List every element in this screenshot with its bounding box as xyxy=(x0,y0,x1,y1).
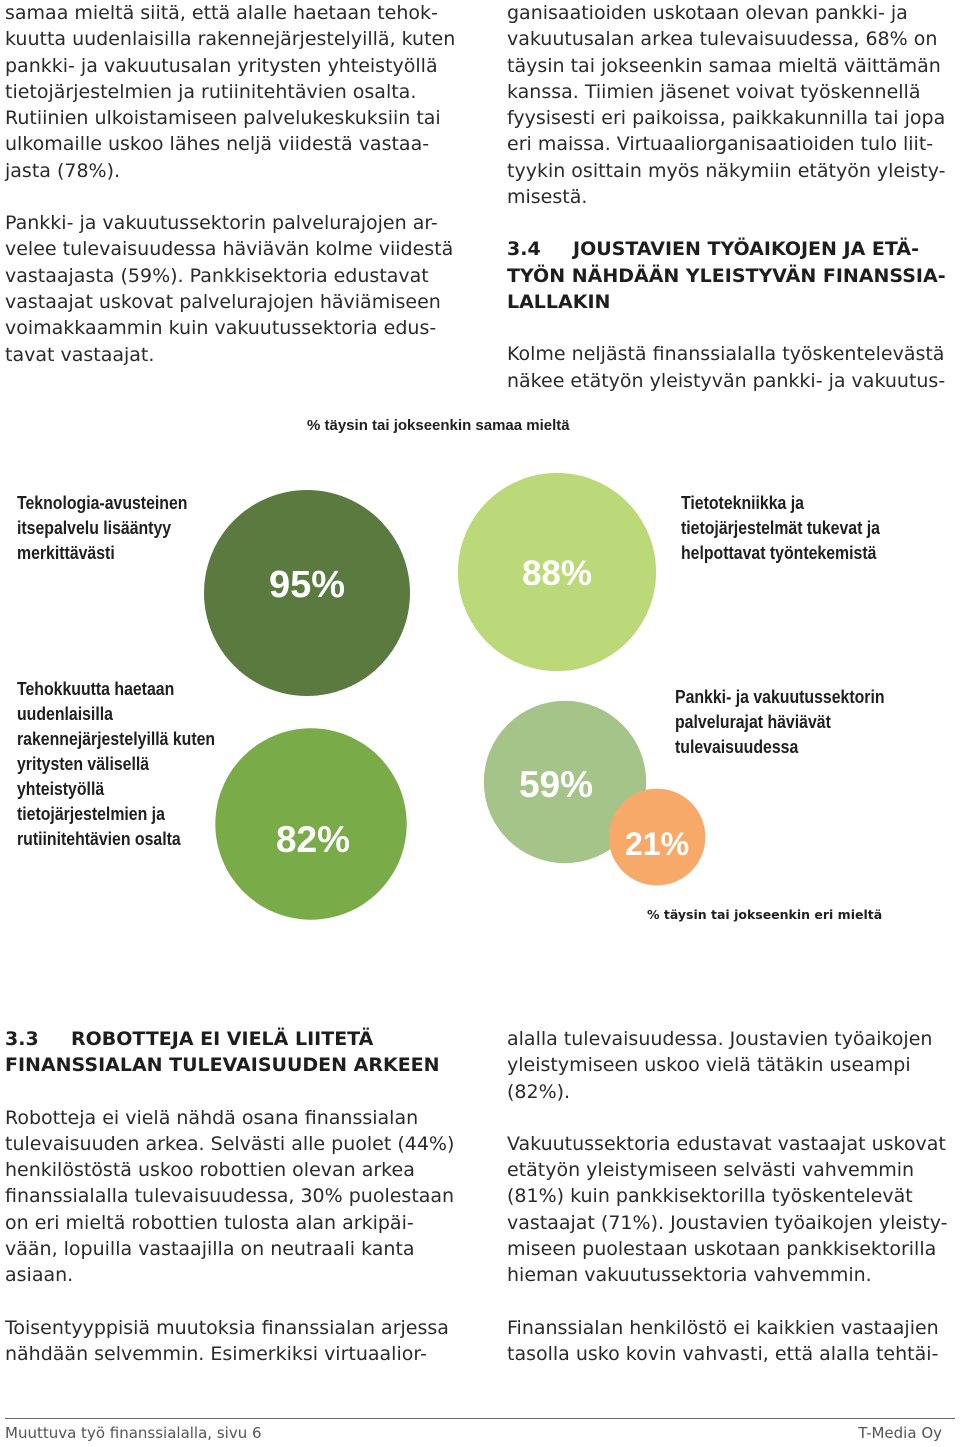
paragraph: samaa mieltä siitä, että alalle haetaan tehok- kuutta uudenlaisilla rakennejärjestelyillä, kuten pankki- ja vakuutusalan yritysten yhteistyöllä tietojärjestelmien ja rutiinitehtävien osalta. Rutiinien ulkoistamiseen palvelukeskuksiin tai ulkomaille uskoo lähes neljä viidestä vastaa- jasta (78%). xyxy=(5,2,456,182)
section-heading-3-3 xyxy=(5,1026,475,1079)
footer-publisher: T-Media Oy xyxy=(858,1424,942,1442)
paragraph: Pankki- ja vakuutussektorin palvelurajojen ar- velee tulevaisuudessa häviävän kolme viidestä vastaajasta (59%). Pankkisektoria edustavat vastaajat uskovat palvelurajojen häviämiseen voimakkaammin kuin vakuutussektoria edus- tavat vastaajat. xyxy=(5,212,454,366)
bubble-chart xyxy=(0,405,960,935)
paragraph: Robotteja ei vielä nähdä osana finanssialan tulevaisuuden arkea. Selvästi alle puolet (44%) henkilöstöstä uskoo robottien olevan arkea finanssialalla tulevaisuudessa, 30% puolestaan on eri mieltä robottien tulosta alan arkipäi- vään, lopuilla vastaajilla on neutraali kanta asiaan. xyxy=(5,1106,455,1287)
bubble-label-3: Tehokkuutta haetaan uudenlaisilla rakennejärjestelyillä kuten yritysten välisellä yhteistyöllä tietojärjestelmien ja rutiinitehtävien osalta xyxy=(17,679,216,849)
section-title: JOUSTAVIEN TYÖAIKOJEN JA ETÄ- TYÖN NÄHDÄÄN YLEISTYVÄN FINANSSIA- LALLAKIN xyxy=(507,238,946,313)
section-title: ROBOTTEJA EI VIELÄ LIITETÄ FINANSSIALAN TULEVAISUUDEN ARKEEN xyxy=(5,1028,440,1077)
bubble-label-2: Tietotekniikka ja tietojärjestelmät tukevat ja helpottavat työntekemistä xyxy=(681,493,880,563)
paragraph: Finanssialan henkilöstö ei kaikkien vastaajien tasolla usko kovin vahvasti, että alalla tehtäi- xyxy=(507,1316,939,1365)
section-heading-3-4 xyxy=(507,236,957,315)
section-number: 3.3 xyxy=(5,1028,39,1050)
paragraph: ganisaatioiden uskotaan olevan pankki- ja vakuutusalan arkea tulevaisuudessa, 68% on täysin tai jokseenkin samaa mieltä väittämän kanssa. Tiimien jäsenet voivat työskennellä fyysisesti eri paikoissa, paikkakunnilla tai jopa eri maissa. Virtuaaliorganisaatioiden tulo liit- tyykin osittain myös näkymiin etätyön yleisty- misestä. xyxy=(507,2,946,209)
bubble-value-label: 21% xyxy=(624,826,690,862)
paragraph: Toisentyyppisiä muutoksia finanssialan arjessa nähdään selvemmin. Esimerkiksi virtuaalior- xyxy=(5,1316,449,1365)
bubble-value-label: 95% xyxy=(268,564,346,606)
bubble-value-label: 88% xyxy=(521,554,593,593)
bubble-value-label: 59% xyxy=(518,764,594,805)
footer-title: Muuttuva työ finanssialalla, sivu 6 xyxy=(5,1424,262,1442)
paragraph: Vakuutussektoria edustavat vastaajat uskovat etätyön yleistymiseen selvästi vahvemmin (81%) kuin pankkisektorilla työskentelevät vastaajat (71%). Joustavien työaikojen yleisty- miseen puolestaan uskotaan pankkisektorilla hieman vakuutussektoria vahvemmin. xyxy=(507,1132,948,1287)
section-number: 3.4 xyxy=(507,238,541,261)
paragraph: alalla tulevaisuudessa. Joustavien työaikojen yleistymiseen uskoo vielä tätäkin useampi (82%). xyxy=(507,1028,933,1103)
chart-top-label: % täysin tai jokseenkin samaa mieltä xyxy=(307,417,570,434)
bubble-value-label: 82% xyxy=(275,819,351,860)
paragraph: Kolme neljästä finanssialalla työskentelevästä näkee etätyön yleistyvän pankki- ja vakuutus- xyxy=(507,343,946,392)
bubble-label-1: Teknologia-avusteinen itsepalvelu lisääntyy merkittävästi xyxy=(17,493,188,563)
top-left-column xyxy=(5,0,475,368)
chart-bottom-label: % täysin tai jokseenkin eri mieltä xyxy=(647,907,883,922)
bubble-label-4: Pankki- ja vakuutussektorin palvelurajat häviävät tulevaisuudessa xyxy=(675,687,885,757)
bottom-left-column xyxy=(5,1026,475,1367)
bubble-chart-svg xyxy=(0,405,960,935)
bottom-right-column xyxy=(507,1026,957,1367)
footer-divider xyxy=(5,1418,955,1419)
top-right-column xyxy=(507,0,957,394)
